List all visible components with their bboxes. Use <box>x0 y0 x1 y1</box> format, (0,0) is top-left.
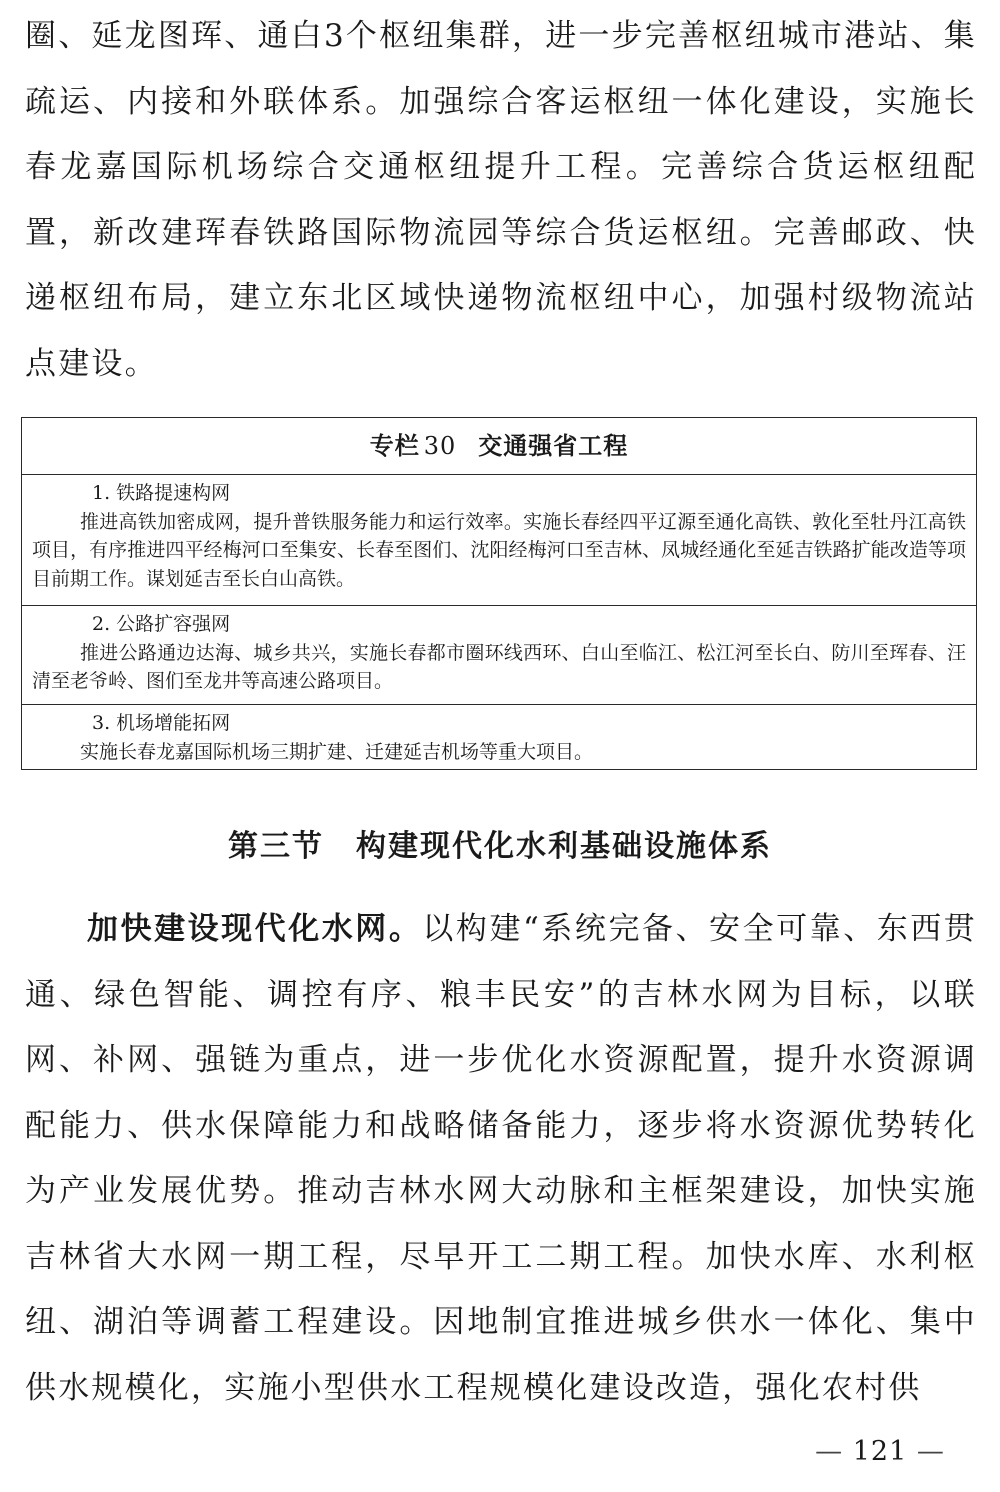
column-item-heading: 1. 铁路提速构网 <box>92 482 231 504</box>
column-item-highway <box>22 606 976 705</box>
column-item-airport <box>22 705 976 769</box>
page-number-dash-right: — <box>916 1436 945 1467</box>
column-item-text: 推进高铁加密成网，提升普铁服务能力和运行效率。实施长春经四平辽源至通化高铁、敦化至牡丹江高铁项目，有序推进四平经梅河口至集安、长春至图们、沈阳经梅河口至吉林、凤城经通化至延吉铁路扩能改造等项目前期工作。谋划延吉至长白山高铁。 <box>32 510 966 590</box>
column-item-text: 推进公路通边达海、城乡共兴，实施长春都市圈环线西环、白山至临江、松江河至长白、防川至珲春、汪清至老爷岭、图们至龙井等高速公路项目。 <box>32 641 966 692</box>
column-box-transport <box>21 417 977 770</box>
column-item-text: 实施长春龙嘉国际机场三期扩建、迁建延吉机场等重大项目。 <box>80 740 594 763</box>
page-number <box>790 1432 970 1472</box>
column-box-title-text: 交通强省工程 <box>478 432 629 460</box>
column-item-heading: 2. 公路扩容强网 <box>92 613 231 635</box>
column-item-heading: 3. 机场增能拓网 <box>92 712 231 734</box>
section-title: 构建现代化水利基础设施体系 <box>356 829 772 864</box>
section-label: 第三节 <box>228 829 324 864</box>
paragraph-lead: 加快建设现代化水网。 <box>87 911 423 947</box>
column-box-title <box>22 418 976 475</box>
column-item-railway <box>22 475 976 606</box>
column-box-title-prefix: 专栏 <box>369 432 420 460</box>
paragraph-water-network <box>25 897 977 1421</box>
column-box-number: 30 <box>423 432 457 460</box>
paragraph-body: 以构建“系统完备、安全可靠、东西贯通、绿色智能、调控有序、粮丰民安”的吉林水网为目标，以联网、补网、强链为重点，进一步优化水资源配置，提升水资源调配能力、供水保障能力和战略储备能力，逐步将水资源优势转化为产业发展优势。推动吉林水网大动脉和主框架建设，加快实施吉林省大水网一期工程，尽早开工二期工程。加快水库、水利枢纽、湖泊等调蓄工程建设。因地制宜推进城乡供水一体化、集中供水规模化，实施小型供水工程规模化建设改造，强化农村供 <box>25 911 978 1406</box>
page-number-value: 121 <box>852 1436 908 1467</box>
page-number-dash-left: — <box>815 1436 844 1467</box>
paragraph-transport-hubs: 圈、延龙图珲、通白3个枢纽集群，进一步完善枢纽城市港站、集疏运、内接和外联体系。加强综合客运枢纽一体化建设，实施长春龙嘉国际机场综合交通枢纽提升工程。完善综合货运枢纽配置，新改建珲春铁路国际物流园等综合货运枢纽。完善邮政、快递枢纽布局，建立东北区域快递物流枢纽中心，加强村级物流站点建设。 <box>25 18 977 382</box>
section-heading <box>0 822 1000 872</box>
